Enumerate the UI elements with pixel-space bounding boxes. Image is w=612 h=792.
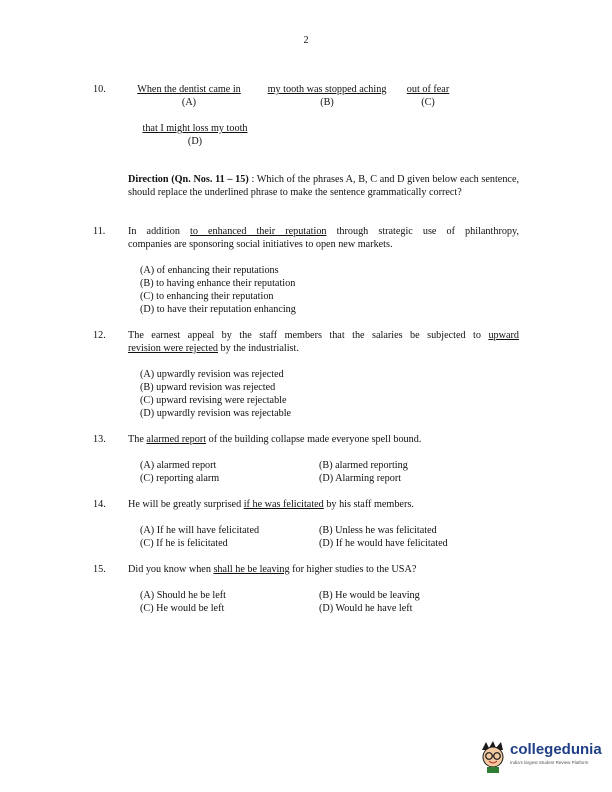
question-15-number: 15.	[93, 564, 106, 575]
q10-part-c-text: out of fear	[406, 84, 450, 95]
q12-line1-pre: The earnest appeal by the staff members that the salaries be subjected to	[128, 330, 489, 341]
q10-part-a	[131, 83, 247, 109]
q10-part-d-letter: (D)	[187, 136, 203, 147]
q10-part-b	[260, 83, 394, 109]
q13-post: of the building collapse made everyone spell bound.	[206, 434, 422, 445]
q10-part-c-letter: (C)	[421, 97, 435, 108]
q10-part-d	[136, 122, 254, 148]
q15-option-b: (B) He would be leaving	[319, 590, 420, 601]
q10-part-c	[403, 83, 453, 109]
question-14-text	[128, 498, 519, 511]
q15-option-a: (A) Should he be left	[140, 590, 227, 601]
page-number: 2	[303, 35, 309, 46]
q11-post: through strategic use of philanthropy,	[326, 226, 520, 237]
q10-part-a-text: When the dentist came in	[137, 84, 241, 95]
q12-option-d: (D) upwardly revision was rejectable	[140, 408, 292, 419]
q12-line2-post: by the industrialist.	[217, 343, 299, 354]
q10-part-d-text: that I might loss my tooth	[142, 123, 248, 134]
direction-text: : Which of the phrases A, B, C and D given below each sentence, should replace the underlined phrase to make the sentence grammatically correct?	[128, 174, 520, 198]
q10-part-b-letter: (B)	[320, 97, 334, 108]
q12-line-2	[128, 342, 519, 355]
q12-option-c: (C) upward revising were rejectable	[140, 395, 287, 406]
collegedunia-logo-text: collegedunia	[510, 741, 602, 758]
question-15-text	[128, 563, 519, 576]
q14-underlined-phrase: if he was felicitated	[243, 499, 324, 510]
direction-label: Direction (Qn. Nos. 11 – 15)	[128, 174, 249, 185]
q13-underlined-phrase: alarmed report	[146, 434, 207, 445]
q11-pre: In addition	[128, 226, 190, 237]
question-12-text	[128, 329, 519, 355]
q10-part-a-letter: (A)	[181, 97, 197, 108]
question-13-number: 13.	[93, 434, 106, 445]
q12-line2-underlined: revision were rejected	[128, 343, 218, 354]
q11-underlined-phrase: to enhanced their reputation	[189, 226, 327, 237]
q13-option-c: (C) reporting alarm	[140, 473, 220, 484]
q12-line-1	[128, 329, 519, 342]
q10-part-b-text: my tooth was stopped aching	[267, 84, 387, 95]
question-13-text	[128, 433, 519, 446]
q11-line-1	[128, 225, 519, 238]
collegedunia-mascot-icon	[478, 740, 508, 774]
q14-option-c: (C) If he is felicitated	[140, 538, 228, 549]
question-11-number: 11.	[93, 226, 106, 237]
q11-option-d: (D) to have their reputation enhancing	[140, 304, 296, 315]
q14-option-d: (D) If he would have felicitated	[319, 538, 448, 549]
q14-post: by his staff members.	[323, 499, 414, 510]
q11-option-c: (C) to enhancing their reputation	[140, 291, 274, 302]
question-10-number: 10.	[93, 84, 106, 95]
q15-post: for higher studies to the USA?	[289, 564, 417, 575]
question-12-number: 12.	[93, 330, 106, 341]
q12-option-a: (A) upwardly revision was rejected	[140, 369, 284, 380]
q11-option-a: (A) of enhancing their reputations	[140, 265, 279, 276]
q12-line1-underlined: upward	[488, 330, 519, 341]
q13-option-a: (A) alarmed report	[140, 460, 217, 471]
question-11-text	[128, 225, 519, 251]
q11-option-b: (B) to having enhance their reputation	[140, 278, 296, 289]
q13-option-d: (D) Alarming report	[319, 473, 402, 484]
q11-line-2: companies are sponsoring social initiatives to open new markets.	[128, 239, 393, 250]
q15-pre: Did you know when	[128, 564, 214, 575]
q13-pre: The	[128, 434, 147, 445]
q14-option-b: (B) Unless he was felicitated	[319, 525, 437, 536]
q15-underlined-phrase: shall he be leaving	[213, 564, 290, 575]
q15-option-c: (C) He would be left	[140, 603, 225, 614]
q15-option-d: (D) Would he have left	[319, 603, 413, 614]
direction-paragraph	[128, 173, 519, 199]
q12-option-b: (B) upward revision was rejected	[140, 382, 276, 393]
q13-option-b: (B) alarmed reporting	[319, 460, 408, 471]
collegedunia-tagline: India's largest Student Review Platform	[510, 760, 589, 765]
q14-option-a: (A) If he will have felicitated	[140, 525, 260, 536]
q14-pre: He will be greatly surprised	[128, 499, 244, 510]
question-14-number: 14.	[93, 499, 106, 510]
